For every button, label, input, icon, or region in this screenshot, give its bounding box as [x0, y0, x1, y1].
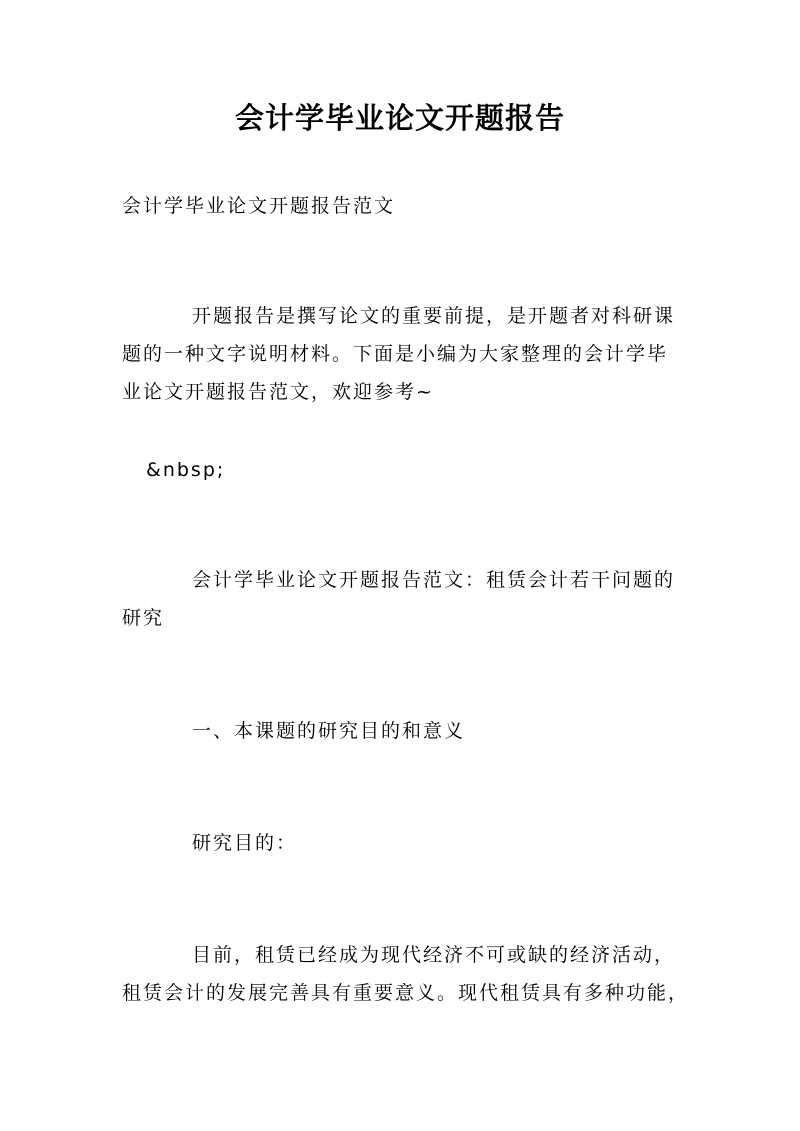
body-line-1: 目前，租赁已经成为现代经济不可或缺的经济活动， [192, 944, 676, 966]
heading-research-purpose [122, 824, 692, 862]
intro-line-3: 业论文开题报告范文，欢迎参考~ [122, 381, 434, 403]
heading-research-purpose-significance [122, 712, 692, 750]
intro-paragraph [122, 297, 692, 411]
body-paragraph [122, 936, 692, 1012]
document-subtitle [122, 187, 692, 225]
intro-line-2: 题的一种文字说明材料。下面是小编为大家整理的会计学毕 [122, 343, 669, 365]
section-title-line-2: 研究 [122, 607, 165, 629]
section-title-line-1: 会计学毕业论文开题报告范文：租赁会计若干问题的 [192, 569, 676, 591]
document-title: 会计学毕业论文开题报告 [234, 101, 565, 135]
subtitle-line: 会计学毕业论文开题报告范文 [122, 195, 396, 217]
section-title-paragraph [122, 561, 692, 637]
heading-2-line: 研究目的： [192, 832, 298, 854]
intro-line-1: 开题报告是撰写论文的重要前提，是开题者对科研课 [192, 305, 676, 327]
heading-1-line: 一、本课题的研究目的和意义 [192, 720, 466, 742]
nbsp-text: &nbsp; [146, 459, 226, 481]
nbsp-paragraph [146, 451, 716, 489]
body-line-2: 租赁会计的发展完善具有重要意义。现代租赁具有多种功能， [122, 982, 690, 1004]
